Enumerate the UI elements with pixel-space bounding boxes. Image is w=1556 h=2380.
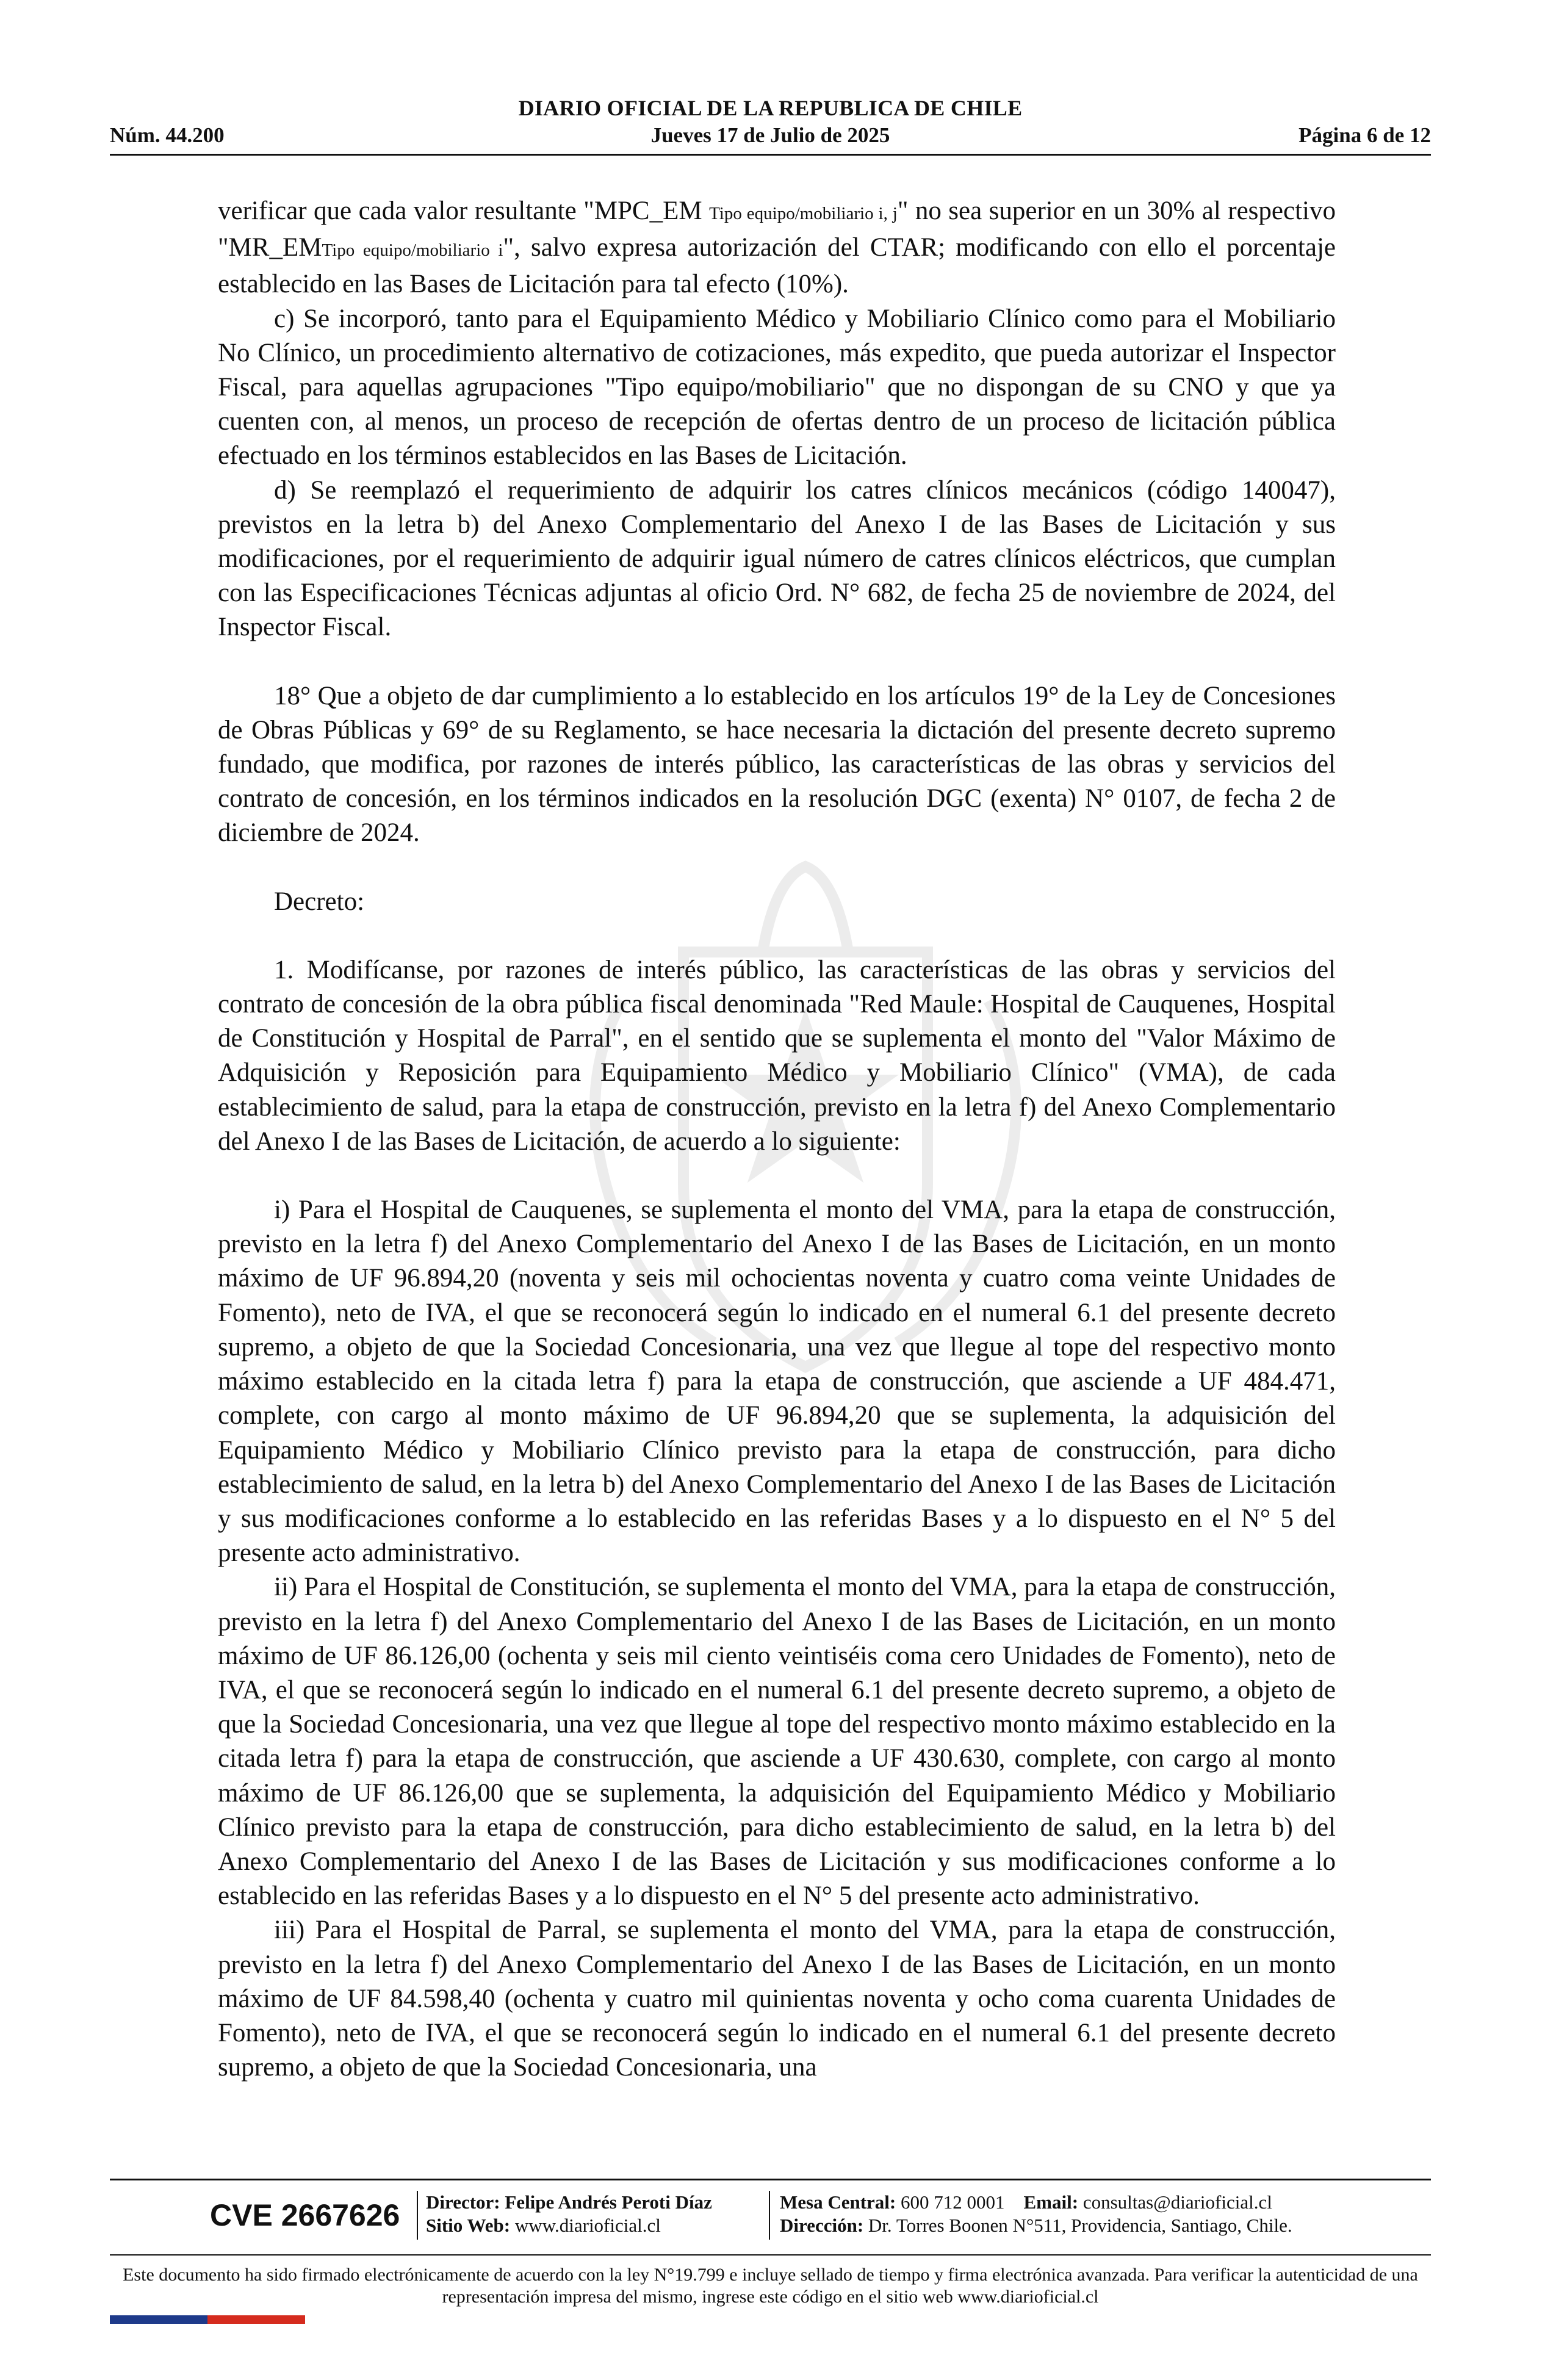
newspaper-title: DIARIO OFICIAL DE LA REPUBLICA DE CHILE	[518, 96, 1023, 120]
footer-divider	[769, 2191, 770, 2240]
cve-code: CVE 2667626	[210, 2198, 400, 2232]
signature-notice: Este documento ha sido firmado electrónicamente de acuerdo con la ley N°19.799 e incluye sellado de tiempo y firma electrónica avanzada. Para verificar la autenticidad de una representación impresa del mismo, ingrese este código en el sitio web www.diarioficial.cl	[123, 2265, 1418, 2307]
document-body	[218, 194, 1336, 2085]
footer-director-block: Director: Felipe Andrés Peroti Díaz Sitio Web: www.diarioficial.cl	[426, 2191, 712, 2236]
paragraph-d: d) Se reemplazó el requerimiento de adquirir los catres clínicos mecánicos (código 140047), previstos en la letra b) del Anexo Complementario del Anexo I de las Bases de Licitación y sus modificaciones, por el requerimiento de adquirir igual número de catres clínicos eléctricos, que cumplan con las Especificaciones Técnicas adjuntas al oficio Ord. N° 682, de fecha 25 de noviembre de 2024, del Inspector Fiscal.	[218, 475, 1336, 642]
footer-divider	[417, 2191, 418, 2240]
page-footer	[110, 2179, 1431, 2380]
flag-stripe-red	[207, 2315, 305, 2324]
footer-contact-block: Mesa Central: 600 712 0001 Email: consultas@diarioficial.cl Dirección: Dr. Torres Boonen N°511, Providencia, Santiago, Chile.	[780, 2191, 1292, 2236]
footer-rule	[110, 2179, 1431, 2180]
address: Dr. Torres Boonen N°511, Providencia, Santiago, Chile.	[868, 2215, 1292, 2236]
page-header	[110, 92, 1431, 159]
subscript: Tipo equipo/mobiliario i, j	[709, 204, 898, 223]
item-i: i) Para el Hospital de Cauquenes, se suplementa el monto del VMA, para la etapa de construcción, previsto en la letra f) del Anexo Complementario del Anexo I de las Bases de Licitación, en un monto máximo de UF 96.894,20 (noventa y seis mil ochocientas noventa y cuatro coma veinte Unidades de Fomento), neto de IVA, el que se reconocerá según lo indicado en el numeral 6.1 del presente decreto supremo, a objeto de que la Sociedad Concesionaria, una vez que llegue al tope del respectivo monto máximo establecido en la citada letra f) para la etapa de construcción, que asciende a UF 484.471, complete, con cargo al monto máximo de UF 96.894,20 que se suplementa, la adquisición del Equipamiento Médico y Mobiliario Clínico previsto para la etapa de construcción, para dicho establecimiento de salud, en la letra b) del Anexo Complementario del Anexo I de las Bases de Licitación y sus modificaciones conforme a lo establecido en las referidas Bases y a lo dispuesto en el N° 5 del presente acto administrativo.	[218, 1195, 1336, 1568]
issue-number: Núm. 44.200	[110, 123, 225, 147]
header-rule	[110, 154, 1431, 156]
decree-heading: Decreto:	[274, 887, 365, 916]
email-link[interactable]: consultas@diarioficial.cl	[1082, 2191, 1272, 2213]
website-link[interactable]: www.diarioficial.cl	[514, 2215, 661, 2236]
issue-date: Jueves 17 de Julio de 2025	[650, 123, 890, 147]
phone-number: 600 712 0001	[901, 2191, 1005, 2213]
item-ii: ii) Para el Hospital de Constitución, se suplementa el monto del VMA, para la etapa de construcción, previsto en la letra f) del Anexo Complementario del Anexo I de las Bases de Licitación, en un monto máximo de UF 86.126,00 (ochenta y seis mil ciento veintiséis coma cero Unidades de Fomento), neto de IVA, el que se reconocerá según lo indicado en el numeral 6.1 del presente decreto supremo, a objeto de que la Sociedad Concesionaria, una vez que llegue al tope del respectivo monto máximo establecido en la citada letra f) para la etapa de construcción, que asciende a UF 430.630, complete, con cargo al monto máximo de UF 86.126,00 que se suplementa, la adquisición del Equipamiento Médico y Mobiliario Clínico previsto para la etapa de construcción, para dicho establecimiento de salud, en la letra b) del Anexo Complementario del Anexo I de las Bases de Licitación y sus modificaciones conforme a lo establecido en las referidas Bases y a lo dispuesto en el N° 5 del presente acto administrativo.	[218, 1573, 1336, 1911]
paragraph-18: 18° Que a objeto de dar cumplimiento a lo establecido en los artículos 19° de la Ley de Concesiones de Obras Públicas y 69° de su Reglamento, se hace necesaria la dictación del presente decreto supremo fundado, que modifica, por razones de interés público, las características de las obras y servicios del contrato de concesión, en los términos indicados en la resolución DGC (exenta) N° 0107, de fecha 2 de diciembre de 2024.	[218, 681, 1336, 848]
item-iii: iii) Para el Hospital de Parral, se suplementa el monto del VMA, para la etapa de construcción, previsto en la letra f) del Anexo Complementario del Anexo I de las Bases de Licitación, en un monto máximo de UF 84.598,40 (ochenta y cuatro mil quinientas noventa y ocho coma cuarenta Unidades de Fomento), neto de IVA, el que se reconocerá según lo indicado en el numeral 6.1 del presente decreto supremo, a objeto de que la Sociedad Concesionaria, una	[218, 1916, 1336, 2082]
article-1: 1. Modifícanse, por razones de interés público, las características de las obras y servicios del contrato de concesión de la obra pública fiscal denominada "Red Maule: Hospital de Cauquenes, Hospital de Constitución y Hospital de Parral", en el sentido que se suplementa el monto del "Valor Máximo de Adquisición y Reposición para Equipamiento Médico y Mobiliario Clínico" (VMA), de cada establecimiento de salud, para la etapa de construcción, previsto en la letra f) del Anexo Complementario del Anexo I de las Bases de Licitación, de acuerdo a lo siguiente:	[218, 955, 1336, 1156]
footer-rule	[110, 2254, 1431, 2256]
page-indicator: Página 6 de 12	[1298, 123, 1431, 147]
flag-stripe-blue	[110, 2315, 207, 2324]
subscript: Tipo equipo/mobiliario i	[322, 240, 503, 261]
paragraph-continuation: verificar que cada valor resultante "MPC_EM Tipo equipo/mobiliario i, j" no sea superior en un 30% al respectivo "MR_EMTipo equipo/mobiliario i", salvo expresa autorización del CTAR; modificando con ello el porcentaje establecido en las Bases de Licitación para tal efecto (10%).	[218, 197, 1336, 299]
director-name: Felipe Andrés Peroti Díaz	[505, 2191, 712, 2213]
paragraph-c: c) Se incorporó, tanto para el Equipamiento Médico y Mobiliario Clínico como para el Mobiliario No Clínico, un procedimiento alternativo de cotizaciones, más expedito, que pueda autorizar el Inspector Fiscal, para aquellas agrupaciones "Tipo equipo/mobiliario" que no dispongan de su CNO y que ya cuenten con, al menos, un proceso de recepción de ofertas dentro de un proceso de licitación pública efectuado en los términos establecidos en las Bases de Licitación.	[218, 304, 1336, 471]
